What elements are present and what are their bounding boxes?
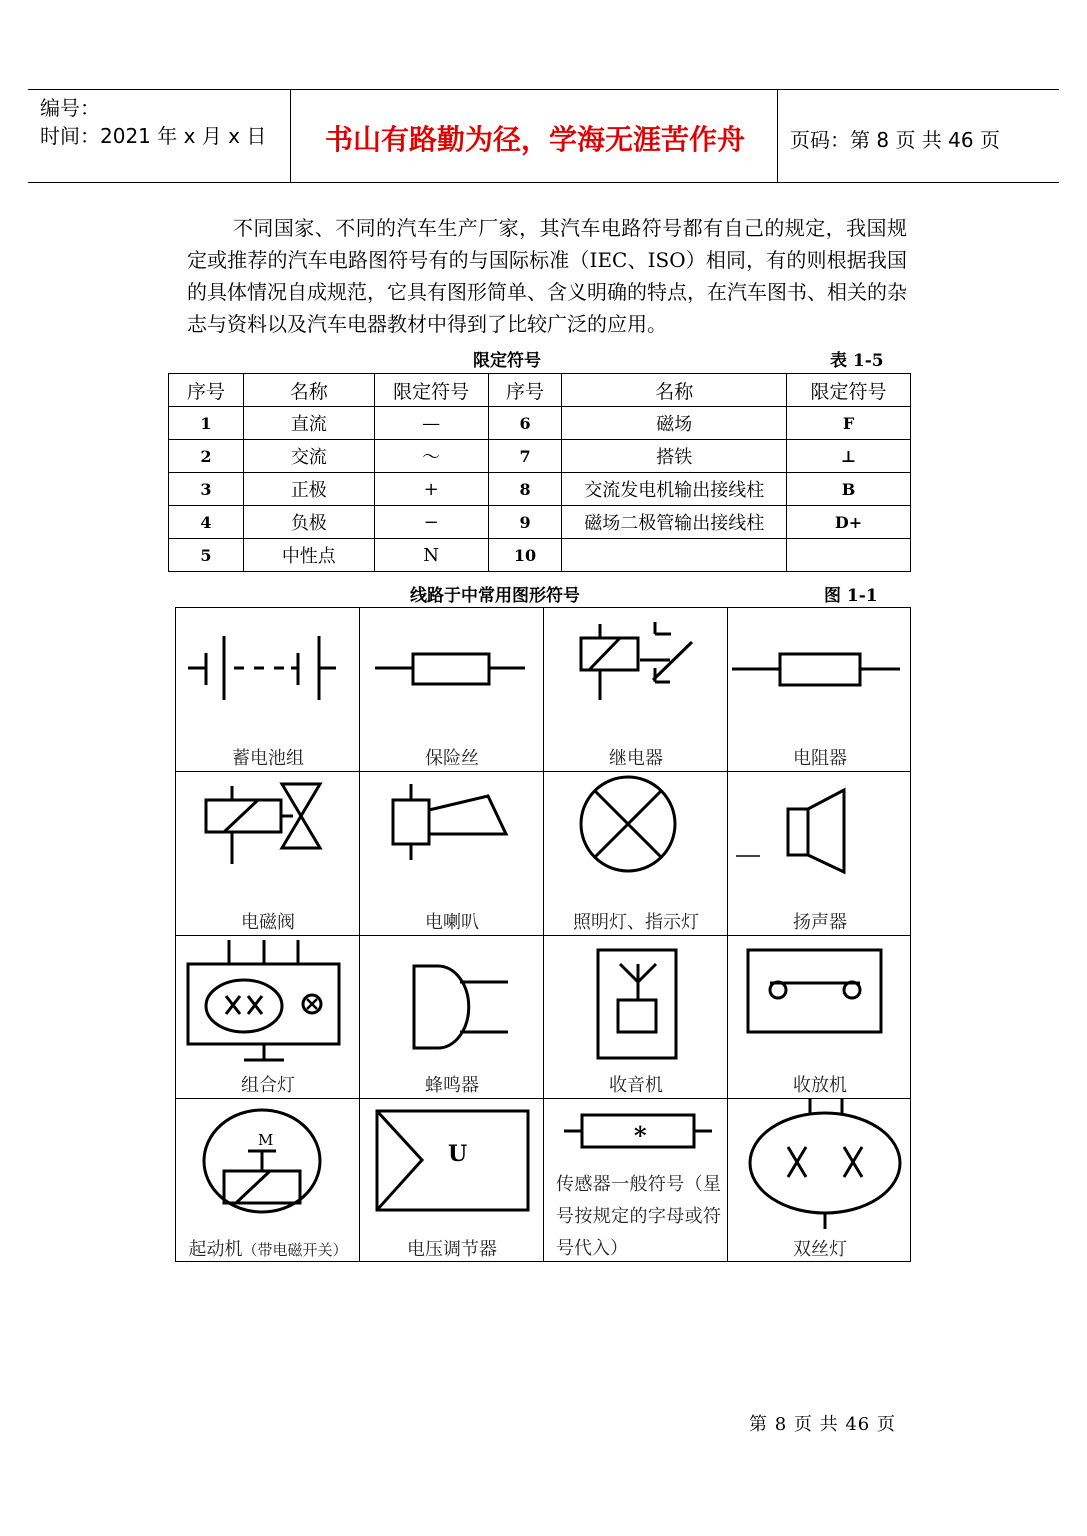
symbol-label: 电磁阀 [241,912,295,933]
sensor-star: * [634,1121,647,1150]
table-cell: 1 [169,407,244,440]
symbol-label: 照明灯、指示灯 [573,912,699,933]
symbol-cell [176,1099,360,1263]
table-header-row [169,374,911,407]
table-cell: 搭铁 [562,440,787,473]
table-cell: 9 [488,506,562,539]
motto: 书山有路勤为径，学海无涯苦作舟 [324,123,745,156]
table-cell: 10 [488,539,562,572]
symbol-cell [728,772,912,936]
symbol-label: 蓄电池组 [232,748,304,769]
footer-page-number: 第 8 页 共 46 页 [749,1414,896,1435]
table-cell [562,539,787,572]
table-cell: N [374,539,488,572]
table-cell: 中性点 [243,539,374,572]
table-header: 限定符号 [787,374,911,407]
symbol-grid [175,607,911,1262]
table-cell: ～ [374,440,488,473]
table-cell: 6 [488,407,562,440]
table-header: 限定符号 [374,374,488,407]
figure-title: 线路于中常用图形符号 [410,586,580,606]
table-number: 表 1-5 [830,351,884,371]
table-cell: 2 [169,440,244,473]
table-cell: ⊥ [787,440,911,473]
symbol-cell [544,936,728,1100]
symbol-cell [728,1099,912,1263]
symbol-label-main: 起动机 [188,1239,243,1260]
table-cell: 3 [169,473,244,506]
symbol-label: 双丝灯 [793,1239,847,1260]
page-label: 页码：第 8 页 共 46 页 [790,128,1000,152]
symbol-label: 扬声器 [793,912,847,933]
symbol-cell [176,772,360,936]
table-cell: 交流 [243,440,374,473]
table-row [169,440,911,473]
header-top-rule [28,89,1059,90]
symbol-cell [360,936,544,1100]
symbol-label: 蜂鸣器 [425,1075,479,1096]
table-header: 名称 [562,374,787,407]
table-cell: 直流 [243,407,374,440]
intro-paragraph: 不同国家、不同的汽车生产厂家，其汽车电路符号都有自己的规定，我国规定或推荐的汽车电路图符号有的与国际标准（IEC、ISO）相同，有的则根据我国的具体情况自成规范，它具有图形简单、含义明确的特点，在汽车图书、相关的杂志与资料以及汽车电器教材中得到了比较广泛的应用。 [187,216,907,336]
symbol-label [176,1235,360,1261]
symbol-cell [728,608,912,772]
table-cell: 正极 [243,473,374,506]
table-row [169,506,911,539]
table-cell: 8 [488,473,562,506]
table-cell: F [787,407,911,440]
serial-label: 编号： [40,96,100,120]
table-cell: 7 [488,440,562,473]
table-row [169,473,911,506]
table-title: 限定符号 [473,351,541,371]
table-cell: 磁场 [562,407,787,440]
table-row [169,407,911,440]
table-row [169,539,911,572]
symbol-cell [176,936,360,1100]
symbol-cell [544,608,728,772]
symbol-cell [360,608,544,772]
time-label: 时间：2021 年 x 月 x 日 [40,124,267,148]
header-bottom-rule [28,182,1059,183]
table-header: 名称 [243,374,374,407]
table-cell [787,539,911,572]
table-cell: − [374,506,488,539]
table-cell: D+ [787,506,911,539]
symbol-label: 电压调节器 [407,1239,497,1260]
table-cell: 负极 [243,506,374,539]
table-header: 序号 [488,374,562,407]
symbol-cell [544,772,728,936]
header-divider [290,90,291,182]
symbol-cell [544,1099,728,1263]
table-cell: 4 [169,506,244,539]
symbol-label: 继电器 [609,748,663,769]
qualifier-symbol-table [168,373,911,572]
symbol-label: 电喇叭 [425,912,479,933]
table-cell: 磁场二极管输出接线柱 [562,506,787,539]
table-cell: — [374,407,488,440]
symbol-cell [728,936,912,1100]
table-cell: 交流发电机输出接线柱 [562,473,787,506]
symbol-cell [176,608,360,772]
symbol-label: 组合灯 [241,1075,295,1096]
regulator-letter: U [448,1141,468,1167]
table-header: 序号 [169,374,244,407]
symbol-label: 收放机 [793,1075,847,1096]
table-cell: + [374,473,488,506]
table-cell: 5 [169,539,244,572]
symbol-cell [360,772,544,936]
table-cell: B [787,473,911,506]
symbol-cell [360,1099,544,1263]
figure-number: 图 1-1 [824,586,878,606]
symbol-label-note: （带电磁开关） [242,1241,348,1259]
symbol-label: 收音机 [609,1075,663,1096]
symbol-label: 保险丝 [425,748,479,769]
symbol-label: 传感器一般符号（星号按规定的字母或符号代入） [556,1174,721,1259]
symbol-label: 电阻器 [793,748,847,769]
motor-letter: M [258,1131,274,1149]
